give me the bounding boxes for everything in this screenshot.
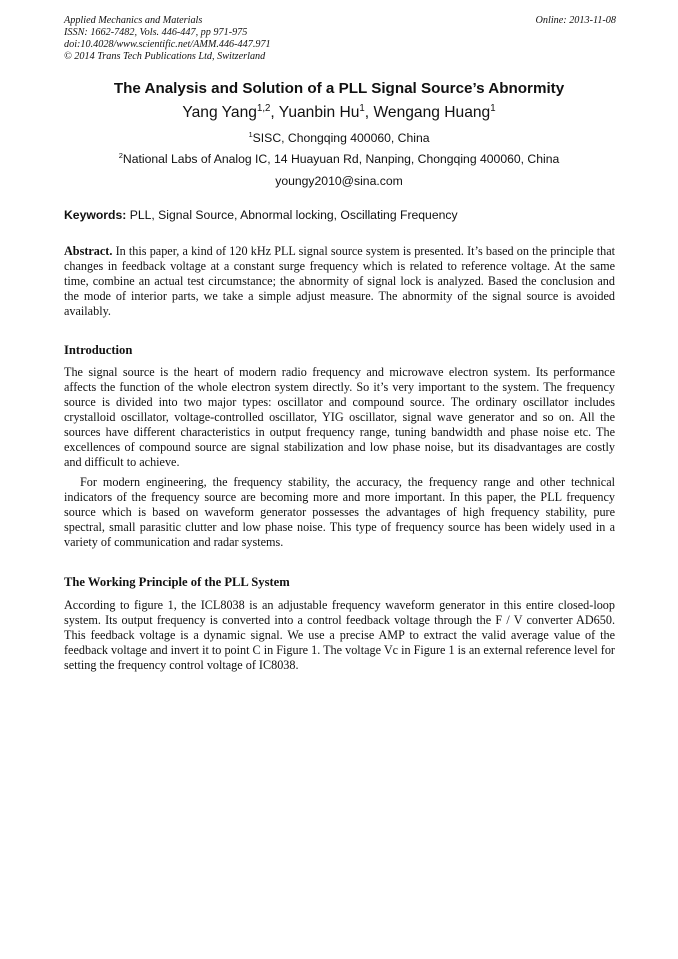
author-list: Yang Yang$^{1,2}$, Yuanbin Hu$^1$, Wengang Huang$^1$ (182, 102, 496, 121)
author-name: Yuanbin Hu (278, 104, 360, 121)
working-principle-paragraph-1: According to figure 1, the ICL8038 is an adjustable frequency waveform generator in this entire closed-loop system. Its output frequency is converted into a control feedback voltage through the F / V converter AD650. This feedback voltage is a dynamic signal. We use a precise AMP to extract the valid average value of the feedback voltage and invert it to point C in Figure 1. The voltage Vc in Figure 1 is an external reference level for setting the frequency control voltage of IC8038. (64, 598, 615, 672)
author-affiliation-mark: 1 (490, 102, 496, 114)
abstract-text: In this paper, a kind of 120 kHz PLL signal source system is presented. It’s based on the principle that changes in feedback voltage at a constant surge frequency which is related to reference voltage. At the same time, combine an actual test circumstance; the abnormity of signal lock is analyzed. Based the conclusion and the mode of interior parts, we take a simple adjust measure. The abnormity of the signal source is avoided availably. (64, 244, 616, 318)
keywords (64, 208, 458, 222)
issn-line: ISSN: 1662-7482, Vols. 446-447, pp 971-975 (64, 27, 248, 38)
paper-title: The Analysis and Solution of a PLL Signal Source’s Abnormity (113, 80, 565, 97)
online-date: Online: 2013-11-08 (535, 15, 616, 26)
affiliation-text: National Labs of Analog IC, 14 Huayuan Rd, Nanping, Chongqing 400060, China (122, 152, 560, 166)
keywords-text: PLL, Signal Source, Abnormal locking, Oscillating Frequency (129, 208, 458, 222)
affiliation-mark: 1 (248, 129, 253, 139)
author-affiliation-mark: 1 (359, 102, 365, 114)
introduction-paragraph-1: The signal source is the heart of modern radio frequency and microwave electron system. Its performance affects the function of the whole electron system directly. So it’s very important to the system. The frequency source is divided into two major types: oscillator and compound source. The ordinary oscillator includes crystalloid oscillator, voltage-controlled oscillator, YIG oscillator, signal wave generator and so on. All the sources have different characteristics in output frequency range, tuning bandwidth and phase noise etc. The excellences of compound source are signal stabilization and low phase noise, but its disadvantages are costly and difficult to achieve. (64, 365, 615, 469)
affiliation-2 (0, 152, 678, 166)
section-heading-working-principle: The Working Principle of the PLL System (64, 575, 290, 589)
introduction-paragraph-2: For modern engineering, the frequency stability, the accuracy, the frequency range and other technical indicators of the frequency source are becoming more and more important. In this paper, the PLL frequency source which is based on waveform generator possesses the advantages of high frequency stability, pure spectral, small parasitic clutter and low phase noise. This type of frequency source has been widely used in a variety of communication and radar systems. (64, 475, 615, 549)
author-affiliation-mark: 1,2 (256, 102, 271, 114)
doi-line[interactable]: doi:10.4028/www.scientific.net/AMM.446-447.971 (64, 39, 271, 50)
copyright-line: © 2014 Trans Tech Publications Ltd, Switzerland (64, 51, 266, 62)
journal-name: Applied Mechanics and Materials (64, 15, 203, 26)
affiliation-text: SISC, Chongqing 400060, China (252, 131, 430, 145)
page-header (64, 15, 616, 63)
abstract-label: Abstract. (64, 244, 113, 258)
author-name: Yang Yang (182, 104, 257, 121)
section-heading-introduction: Introduction (64, 343, 133, 357)
keywords-label: Keywords: (64, 208, 127, 222)
affiliation-mark: 2 (118, 150, 123, 160)
affiliation-1 (0, 131, 678, 145)
author-name: Wengang Huang (373, 104, 491, 121)
author-email[interactable]: youngy2010@sina.com (275, 174, 403, 188)
abstract (64, 244, 615, 319)
